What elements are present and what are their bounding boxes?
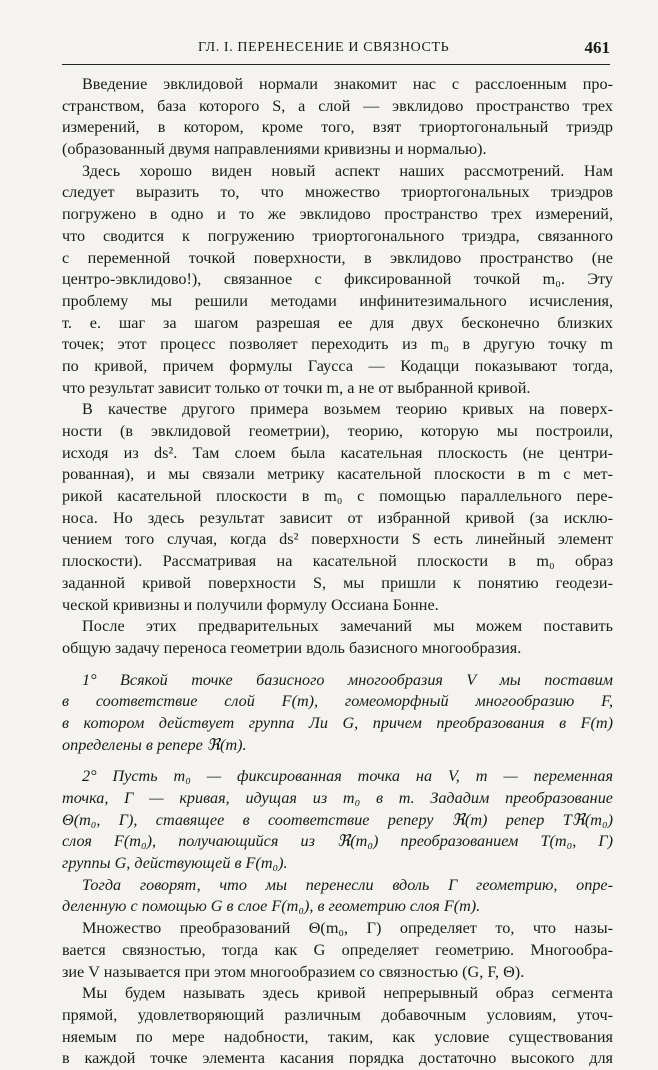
text-line: по кривой, причем формулы Гаусса — Кодацци показывают тогда, — [62, 356, 613, 375]
text-line: вается связностью, тогда как G определяет геометрию. Многообра- — [62, 940, 613, 959]
text-line: что сводится к погружению триортогонального триэдра, связанного — [62, 226, 613, 245]
text-line: 1° Всякой точке базисного многообразия V мы поставим — [82, 670, 613, 689]
paragraph — [62, 670, 613, 757]
text-line: Θ(m₀, Γ), ставящее в соответствие реперу ℜ(m) репер Tℜ(m₀) — [62, 810, 613, 829]
text-line: деленную с помощью G в слое F(m₀), в геометрию слоя F(m). — [62, 897, 481, 916]
text-line: точек; этот процесс позволяет переходить из m₀ в другую точку m — [62, 335, 613, 354]
text-line: следует выразить то, что множество триортогональных триэдров — [62, 183, 613, 202]
paragraph — [62, 74, 613, 161]
text-line: Здесь хорошо виден новый аспект наших рассмотрений. Нам — [82, 161, 613, 180]
running-title: ГЛ. I. ПЕРЕНЕСЕНИЕ И СВЯЗНОСТЬ — [198, 40, 450, 55]
paragraph — [62, 616, 613, 659]
paragraph-gap — [62, 756, 613, 766]
page-body — [62, 74, 613, 1070]
text-line: Тогда говорят, что мы перенесли вдоль Γ геометрию, опре- — [82, 875, 613, 894]
text-line: заданной кривой поверхности S, мы пришли к понятию геодези- — [62, 573, 613, 592]
text-line: точка, Γ — кривая, идущая из m₀ в m. Зададим преобразование — [62, 789, 613, 807]
text-line: общую задачу переноса геометрии вдоль базисного многообразия. — [62, 638, 522, 657]
text-line: прямой, удовлетворяющий различным добавочным условиям, уточ- — [62, 1005, 613, 1024]
text-line: рованная), и мы связали метрику касательной плоскости в m с мет- — [62, 465, 613, 484]
text-line: слоя F(m₀), получающийся из ℜ(m₀) преобразованием T(m₀, Γ) — [62, 832, 613, 851]
paragraph — [62, 766, 613, 874]
text-line: в каждой точке элемента касания порядка достаточно высокого для — [62, 1049, 613, 1068]
paragraph — [62, 983, 613, 1070]
text-line: странством, база которого S, а слой — эвклидово пространство трех — [62, 96, 613, 115]
text-line: т. е. шаг за шагом разрешая ее для двух бесконечно близких — [62, 313, 613, 332]
text-line: Введение эвклидовой нормали знакомит нас с расслоенным про- — [82, 75, 613, 93]
text-line: в соответствие слой F(m), гомеоморфный многообразию F, — [62, 692, 613, 711]
text-line: плоскости). Рассматривая на касательной плоскости в m₀ образ — [62, 552, 613, 571]
text-line: ческой кривизны и получили формулу Оссиана Бонне. — [62, 595, 439, 614]
text-line: няемым по мере надобности, таким, как условие существования — [62, 1027, 613, 1046]
text-line: в котором действует группа Ли G, причем преобразования в F(m) — [62, 713, 613, 732]
text-line: с переменной точкой поверхности, в эвклидово пространство (не — [62, 248, 613, 267]
text-line: Мы будем называть здесь кривой непрерывный образ сегмента — [82, 984, 613, 1003]
text-line: рикой касательной плоскости в m₀ с помощью параллельного пере- — [62, 487, 613, 506]
text-line: носа. Но здесь результат зависит от избранной кривой (за исклю- — [62, 508, 613, 527]
text-line: группы G, действующей в F(m₀). — [62, 854, 288, 873]
page-number: 461 — [584, 38, 610, 57]
text-line: что результат зависит только от точки m, а не от выбранной кривой. — [62, 378, 531, 397]
paragraph — [62, 918, 613, 983]
text-line: ности (в эвклидовой геометрии), теорию, которую мы построили, — [62, 422, 613, 440]
page-header — [62, 36, 610, 65]
paragraph — [62, 399, 613, 616]
paragraph — [62, 161, 613, 400]
paragraph — [62, 875, 613, 918]
text-line: погружено в одно и то же эвклидово пространство трех измерений, — [62, 205, 613, 224]
text-line: определены в репере ℜ(m). — [62, 735, 247, 754]
text-line: (образованный двумя направлениями кривизны и нормалью). — [62, 140, 487, 159]
text-line: Множество преобразований Θ(m₀, Γ) определяет то, что назы- — [82, 919, 613, 938]
text-line: После этих предварительных замечаний мы можем поставить — [82, 617, 613, 636]
text-line: проблему мы решили методами инфинитезимального исчисления, — [62, 291, 613, 310]
text-line: исходя из ds². Там слоем была касательная плоскость (не центри- — [62, 443, 613, 462]
text-line: измерений, в котором, кроме того, взят триортогональный триэдр — [62, 118, 613, 137]
text-line: В качестве другого примера возьмем теорию кривых на поверх- — [82, 400, 613, 419]
text-line: 2° Пусть m₀ — фиксированная точка на V, m — переменная — [82, 767, 613, 786]
paragraph-gap — [62, 660, 613, 670]
text-line: центро-эвклидово!), связанное с фиксированной точкой m₀. Эту — [62, 270, 613, 289]
text-line: зие V называется при этом многообразием со связностью (G, F, Θ). — [62, 962, 525, 981]
text-line: чением того случая, когда ds² поверхности S есть линейный элемент — [62, 530, 613, 549]
